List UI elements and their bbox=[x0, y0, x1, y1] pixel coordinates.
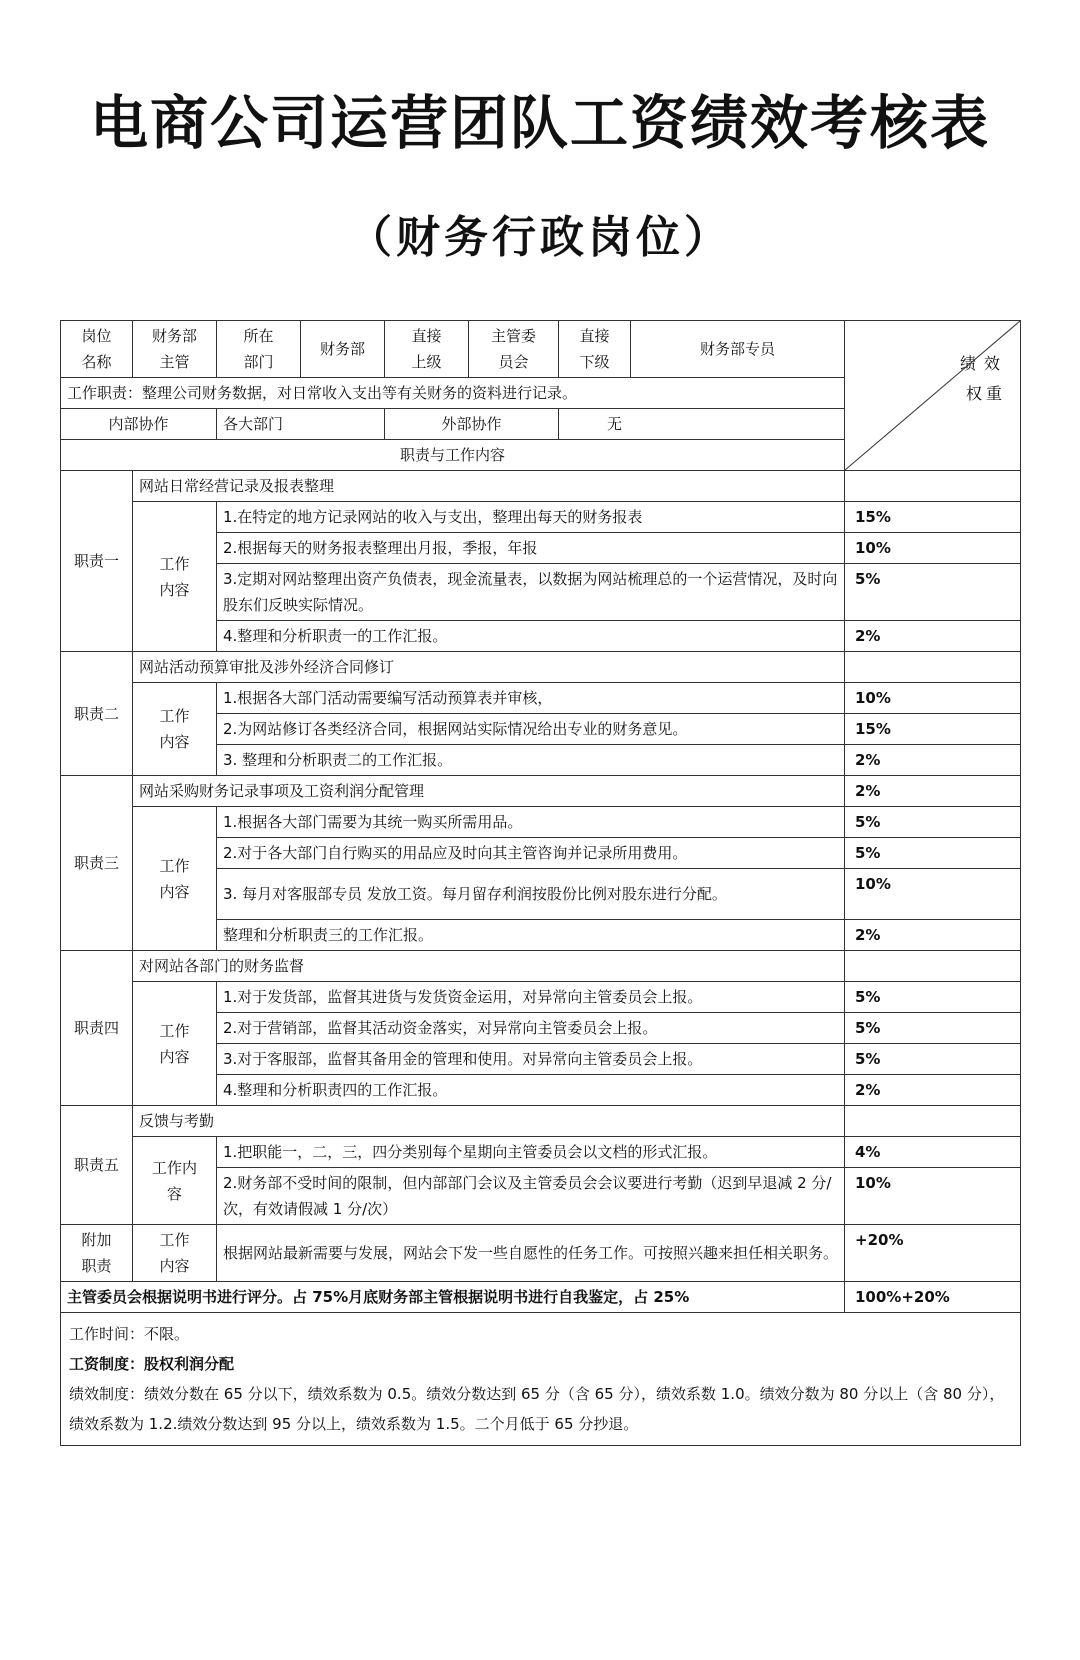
direct-subordinate-value: 财务部专员 bbox=[631, 321, 845, 378]
extra-work-content-label bbox=[133, 1225, 217, 1282]
duty-heading-weight bbox=[845, 951, 1021, 982]
direct-superior-label: 直接 上级 bbox=[385, 321, 469, 378]
duty-item-weight: 5% bbox=[845, 838, 1021, 869]
notes-row bbox=[61, 1313, 1021, 1446]
weight-header bbox=[845, 321, 1021, 471]
duty-item-text: 3.定期对网站整理出资产负债表，现金流量表，以数据为网站梳理总的一个运营情况，及时向股东们反映实际情况。 bbox=[217, 564, 845, 621]
extra-duty-name-text: 附加 职责 bbox=[81, 1231, 112, 1275]
duty-heading-weight: 2% bbox=[845, 776, 1021, 807]
external-collab-label: 外部协作 bbox=[385, 409, 559, 440]
work-content-label-text: 工作 内容 bbox=[159, 1021, 190, 1066]
duty-item-weight: 5% bbox=[845, 982, 1021, 1013]
duty-heading: 网站采购财务记录事项及工资利润分配管理 bbox=[133, 776, 845, 807]
duty-item-weight: 5% bbox=[845, 564, 1021, 621]
duty-item-text: 4.整理和分析职责一的工作汇报。 bbox=[217, 621, 845, 652]
work-time-note: 工作时间：不限。 bbox=[69, 1325, 190, 1343]
work-content-label-text: 工作 内容 bbox=[159, 856, 190, 901]
duty-item-weight: 5% bbox=[845, 1044, 1021, 1075]
duty-heading-weight bbox=[845, 1106, 1021, 1137]
external-collab-value: 无 bbox=[559, 409, 845, 440]
department-value: 财务部 bbox=[301, 321, 385, 378]
duty-item-text: 4.整理和分析职责四的工作汇报。 bbox=[217, 1075, 845, 1106]
duty-item-text: 2.对于营销部，监督其活动资金落实，对异常向主管委员会上报。 bbox=[217, 1013, 845, 1044]
extra-duty-weight: +20% bbox=[845, 1225, 1021, 1282]
duty-item-weight: 10% bbox=[845, 683, 1021, 714]
duty-heading-weight bbox=[845, 652, 1021, 683]
position-name-label: 岗位 名称 bbox=[61, 321, 133, 378]
extra-work-content-label-text: 工作 内容 bbox=[159, 1231, 190, 1275]
duty-heading: 网站活动预算审批及涉外经济合同修订 bbox=[133, 652, 845, 683]
duty-item-text: 3.对于客服部，监督其备用金的管理和使用。对异常向主管委员会上报。 bbox=[217, 1044, 845, 1075]
summary-weight: 100%+20% bbox=[845, 1282, 1021, 1313]
duty-item-text: 3. 每月对客服部专员 发放工资。每月留存利润按股份比例对股东进行分配。 bbox=[217, 869, 845, 920]
duty-item-weight: 2% bbox=[845, 920, 1021, 951]
duty-item-text: 2.财务部不受时间的限制，但内部部门会议及主管委员会会议要进行考勤（迟到早退减 2 分/次，有效请假减 1 分/次） bbox=[217, 1168, 845, 1225]
duty-item-row bbox=[61, 807, 1021, 838]
duty-item-text: 2.根据每天的财务报表整理出月报，季报，年报 bbox=[217, 533, 845, 564]
duty-item-weight: 15% bbox=[845, 502, 1021, 533]
duty-item-weight: 10% bbox=[845, 533, 1021, 564]
duty-summary: 工作职责：整理公司财务数据，对日常收入支出等有关财务的资料进行记录。 bbox=[61, 378, 845, 409]
duty-item-row bbox=[61, 502, 1021, 533]
weight-label-2: 权重 bbox=[965, 384, 1006, 403]
duty-item-weight: 2% bbox=[845, 621, 1021, 652]
duty-heading: 对网站各部门的财务监督 bbox=[133, 951, 845, 982]
duty-item-weight: 5% bbox=[845, 807, 1021, 838]
duty-item-text: 1.根据各大部门需要为其统一购买所需用品。 bbox=[217, 807, 845, 838]
duty-item-row bbox=[61, 683, 1021, 714]
work-content-label bbox=[133, 683, 217, 776]
duty-item-text: 1.在特定的地方记录网站的收入与支出，整理出每天的财务报表 bbox=[217, 502, 845, 533]
work-content-label bbox=[133, 1137, 217, 1225]
weight-label-1: 绩效 bbox=[959, 354, 1008, 373]
duty-item-weight: 2% bbox=[845, 1075, 1021, 1106]
duty-heading: 反馈与考勤 bbox=[133, 1106, 845, 1137]
work-content-label-text: 工作 内容 bbox=[159, 707, 190, 751]
duty-heading: 网站日常经营记录及报表整理 bbox=[133, 471, 845, 502]
duty-item-text: 1.根据各大部门活动需要编写活动预算表并审核， bbox=[217, 683, 845, 714]
summary-text: 主管委员会根据说明书进行评分。占 75%月底财务部主管根据说明书进行自我鉴定，占 25% bbox=[61, 1282, 845, 1313]
extra-duty-name bbox=[61, 1225, 133, 1282]
work-content-label bbox=[133, 502, 217, 652]
duty-item-text: 3. 整理和分析职责二的工作汇报。 bbox=[217, 745, 845, 776]
summary-row bbox=[61, 1282, 1021, 1313]
internal-collab-value: 各大部门 bbox=[217, 409, 385, 440]
work-content-label-text: 工作 内容 bbox=[159, 554, 190, 599]
extra-duty-text: 根据网站最新需要与发展，网站会下发一些自愿性的任务工作。可按照兴趣来担任相关职务。 bbox=[217, 1225, 845, 1282]
duty-heading-weight bbox=[845, 471, 1021, 502]
duty-heading-row bbox=[61, 1106, 1021, 1137]
duty-item-text: 整理和分析职责三的工作汇报。 bbox=[217, 920, 845, 951]
extra-duty-row bbox=[61, 1225, 1021, 1282]
work-content-label bbox=[133, 982, 217, 1106]
duty-item-weight: 5% bbox=[845, 1013, 1021, 1044]
duty-name: 职责五 bbox=[61, 1106, 133, 1225]
internal-collab-label: 内部协作 bbox=[61, 409, 217, 440]
duty-heading-row bbox=[61, 471, 1021, 502]
performance-table bbox=[60, 320, 1021, 1446]
duty-item-weight: 15% bbox=[845, 714, 1021, 745]
duty-item-text: 2.为网站修订各类经济合同，根据网站实际情况给出专业的财务意见。 bbox=[217, 714, 845, 745]
section-label: 职责与工作内容 bbox=[61, 440, 845, 471]
duty-item-text: 1.对于发货部，监督其进货与发货资金运用，对异常向主管委员会上报。 bbox=[217, 982, 845, 1013]
direct-superior-value: 主管委 员会 bbox=[469, 321, 559, 378]
duty-heading-row bbox=[61, 652, 1021, 683]
position-name-value: 财务部 主管 bbox=[133, 321, 217, 378]
department-label: 所在 部门 bbox=[217, 321, 301, 378]
notes-cell bbox=[61, 1313, 1021, 1446]
duty-item-row bbox=[61, 1137, 1021, 1168]
duty-name: 职责三 bbox=[61, 776, 133, 951]
duty-item-text: 2.对于各大部门自行购买的用品应及时向其主管咨询并记录所用费用。 bbox=[217, 838, 845, 869]
direct-subordinate-label: 直接 下级 bbox=[559, 321, 631, 378]
duty-item-row bbox=[61, 982, 1021, 1013]
work-content-label-text: 工作内 容 bbox=[151, 1158, 197, 1203]
page-subtitle: （财务行政岗位） bbox=[348, 212, 732, 263]
duty-name: 职责一 bbox=[61, 471, 133, 652]
work-content-label bbox=[133, 807, 217, 951]
duty-item-text: 1.把职能一，二，三，四分类别每个星期向主管委员会以文档的形式汇报。 bbox=[217, 1137, 845, 1168]
duty-item-weight: 10% bbox=[845, 869, 1021, 920]
duty-heading-row bbox=[61, 951, 1021, 982]
salary-system-note: 工资制度：股权利润分配 bbox=[69, 1355, 235, 1373]
duty-heading-row bbox=[61, 776, 1021, 807]
duty-name: 职责四 bbox=[61, 951, 133, 1106]
duty-item-weight: 10% bbox=[845, 1168, 1021, 1225]
duty-name: 职责二 bbox=[61, 652, 133, 776]
duty-item-weight: 2% bbox=[845, 745, 1021, 776]
page-title: 电商公司运营团队工资绩效考核表 bbox=[89, 89, 990, 157]
duty-item-weight: 4% bbox=[845, 1137, 1021, 1168]
performance-system-note: 绩效制度：绩效分数在 65 分以下，绩效系数为 0.5。绩效分数达到 65 分（含 65 分），绩效系数 1.0。绩效分数为 80 分以上（含 80 分），绩效系数为 1.2.绩效分数达到 95 分以上，绩效系数为 1.5。二个月低于 65 分抄退。 bbox=[69, 1385, 1005, 1433]
